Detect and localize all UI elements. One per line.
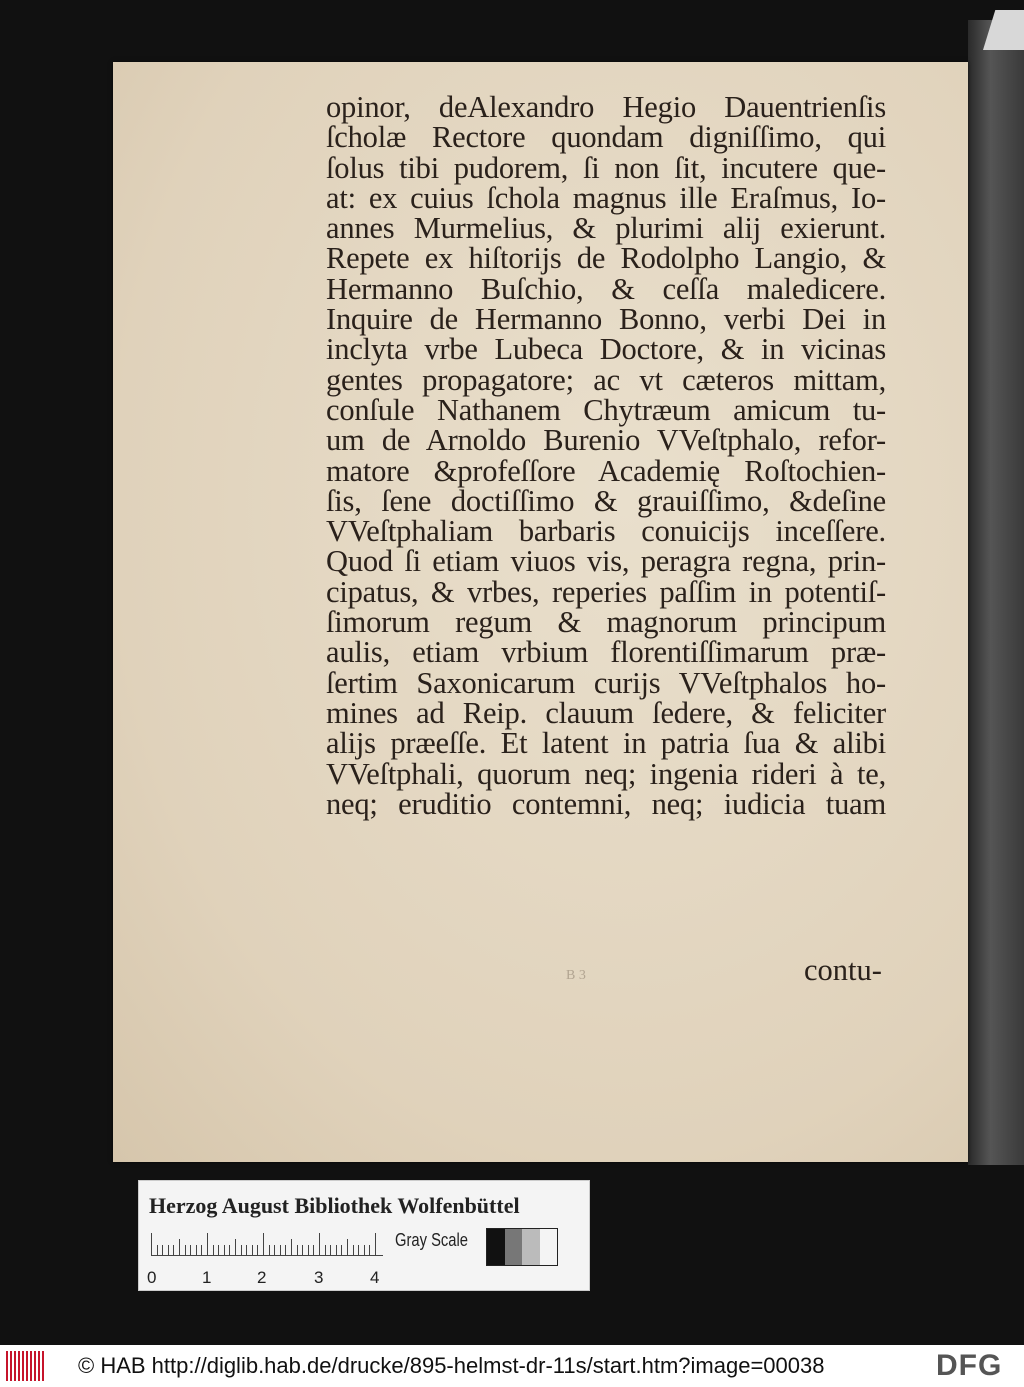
- text-line: mines ad Reip. clauum ſedere, & feliciter: [326, 695, 886, 730]
- ruler-tick: [157, 1245, 158, 1255]
- ruler-tick: [302, 1245, 303, 1255]
- ruler-number: 2: [257, 1268, 267, 1287]
- catchword: contu-: [804, 953, 882, 987]
- ruler-tick: [313, 1245, 314, 1255]
- hab-barcode-icon: [6, 1351, 46, 1381]
- ruler-tick: [168, 1245, 169, 1255]
- gray-swatch: [522, 1229, 540, 1265]
- ruler-tick: [330, 1245, 331, 1255]
- ruler-tick: [308, 1245, 309, 1255]
- text-line: alijs præeſſe. Et latent in patria ſua & alibi: [326, 726, 886, 761]
- ruler-tick: [353, 1245, 354, 1255]
- ruler-tick: [173, 1245, 174, 1255]
- ruler-tick: [285, 1245, 286, 1255]
- ruler-tick: [224, 1245, 225, 1255]
- ruler-tick: [229, 1245, 230, 1255]
- ruler-tick: [358, 1245, 359, 1255]
- page-text: [326, 92, 886, 819]
- text-line: at: ex cuius ſchola magnus ille Eraſmus, Io-: [326, 180, 886, 215]
- ruler-tick: [246, 1245, 247, 1255]
- text-line: matore &profeſſore Academię Roſtochien-: [326, 453, 886, 488]
- page-corner: [983, 10, 1024, 50]
- ruler-tick: [325, 1245, 326, 1255]
- calibration-card: [138, 1180, 590, 1291]
- text-line: Repete ex hiſtorijs de Rodolpho Langio, &: [326, 241, 886, 276]
- ruler-tick: [257, 1245, 258, 1255]
- ruler-number: 3: [314, 1268, 324, 1287]
- text-line: um de Arnoldo Burenio VVeſtphalo, refor-: [326, 423, 886, 458]
- text-line: inclyta vrbe Lubeca Doctore, & in vicinas: [326, 332, 886, 367]
- gray-scale-label: Gray Scale: [395, 1230, 469, 1250]
- viewer-footer: [0, 1345, 1024, 1387]
- ruler-number: 1: [202, 1268, 212, 1287]
- text-line: cipatus, & vrbes, reperies paſſim in potentiſ-: [326, 574, 886, 609]
- gray-swatch: [505, 1229, 523, 1265]
- ruler-tick: [201, 1245, 202, 1255]
- dfg-logo: DFG: [936, 1349, 1003, 1382]
- ruler-tick: [269, 1245, 270, 1255]
- ruler-tick: [341, 1245, 342, 1255]
- ruler-tick: [185, 1245, 186, 1255]
- ruler-tick: [235, 1239, 236, 1255]
- ruler-number: 0: [147, 1268, 157, 1287]
- text-line: gentes propagatore; ac vt cæteros mittam,: [326, 362, 886, 397]
- ruler-tick: [218, 1245, 219, 1255]
- source-url[interactable]: © HAB http://diglib.hab.de/drucke/895-helmst-dr-11s/start.htm?image=00038: [78, 1353, 825, 1378]
- ruler-tick: [207, 1233, 208, 1255]
- ruler-tick: [280, 1245, 281, 1255]
- signature-mark: B 3: [566, 968, 586, 983]
- text-line: ſis, ſene doctiſſimo & grauiſſimo, &deſine: [326, 483, 886, 518]
- ruler-tick: [336, 1245, 337, 1255]
- ruler-tick: [347, 1239, 348, 1255]
- ruler-tick: [162, 1245, 163, 1255]
- ruler-tick: [179, 1239, 180, 1255]
- text-line: ſcholæ Rectore quondam digniſſimo, qui: [326, 120, 886, 155]
- ruler-tick: [213, 1245, 214, 1255]
- ruler-tick: [364, 1245, 365, 1255]
- ruler: [151, 1233, 383, 1256]
- text-line: VVeſtphali, quorum neq; ingenia rideri à te,: [326, 756, 886, 791]
- ruler-tick: [369, 1245, 370, 1255]
- text-line: Quod ſi etiam viuos vis, peragra regna, prin-: [326, 544, 886, 579]
- text-line: annes Murmelius, & plurimi alij exierunt.: [326, 211, 886, 246]
- ruler-tick: [241, 1245, 242, 1255]
- text-line: Inquire de Hermanno Bonno, verbi Dei in: [326, 302, 886, 337]
- gray-swatch: [540, 1229, 558, 1265]
- ruler-tick: [274, 1245, 275, 1255]
- ruler-tick: [252, 1245, 253, 1255]
- ruler-tick: [190, 1245, 191, 1255]
- library-name: Herzog August Bibliothek Wolfenbüttel: [149, 1193, 520, 1218]
- ruler-tick: [319, 1233, 320, 1255]
- text-line: ſertim Saxonicarum curijs VVeſtphalos ho-: [326, 665, 886, 700]
- gray-scale-swatches: [486, 1228, 558, 1266]
- text-line: ſimorum regum & magnorum principum: [326, 605, 886, 640]
- ruler-number: 4: [370, 1268, 380, 1287]
- adjacent-page-edge: [968, 20, 1024, 1165]
- gray-swatch: [487, 1229, 505, 1265]
- text-line: ſolus tibi pudorem, ſi non ſit, incutere que-: [326, 150, 886, 185]
- text-line: neq; eruditio contemni, neq; iudicia tuam: [326, 786, 886, 821]
- text-line: aulis, etiam vrbium florentiſſimarum præ-: [326, 635, 886, 670]
- text-line: VVeſtphaliam barbaris conuicijs inceſſere.: [326, 514, 886, 549]
- text-line: conſule Nathanem Chytræum amicum tu-: [326, 392, 886, 427]
- ruler-tick: [291, 1239, 292, 1255]
- ruler-tick: [196, 1245, 197, 1255]
- ruler-tick: [375, 1233, 376, 1255]
- ruler-tick: [151, 1233, 152, 1255]
- text-line: opinor, deAlexandro Hegio Dauentrienſis: [326, 90, 886, 124]
- ruler-tick: [297, 1245, 298, 1255]
- text-line: Hermanno Buſchio, & ceſſa maledicere.: [326, 271, 886, 306]
- ruler-tick: [263, 1233, 264, 1255]
